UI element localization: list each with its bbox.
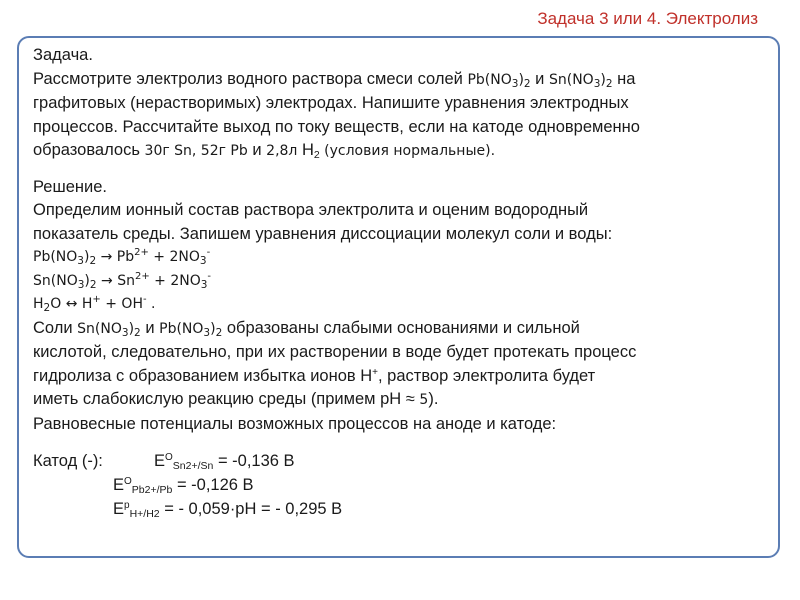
task-line-3: процессов. Рассчитайте выход по току веществ, если на катоде одновременно (33, 117, 640, 136)
content (33, 44, 773, 522)
task-line-1: Рассмотрите электролиз водного раствора смеси солей $Pb(NO_3)_2$ и $Sn(NO_3)_2$ на (33, 69, 636, 90)
slide-title: Задача 3 или 4. Электролиз (537, 9, 758, 28)
cathode-row-1 (33, 450, 773, 474)
solution-para-4: иметь слабокислую реакцию среды (примем рН ≈ 5). (33, 390, 439, 408)
solution-para-3: гидролиза с образованием избытка ионов Н+, раствор электролита будет (33, 366, 596, 385)
cathode-row-2 (33, 474, 773, 498)
task-line-2: графитовых (нерастворимых) электродах. Напишите уравнения электродных (33, 94, 629, 112)
equation-sn: $Sn(NO_3)_2 \to Sn^{2+} + 2NO_3^-$ (33, 270, 212, 291)
cathode-label: Катод (-): (33, 452, 103, 470)
task-line-4: образовалось 30г Sn, 52г Pb и 2,8л $H_2$ (условия нормальные). (33, 141, 496, 161)
task-heading: Задача. (33, 46, 93, 64)
cathode-row-3 (33, 498, 773, 522)
solution-line-2: показатель среды. Запишем уравнения диссоциации молекул соли и воды: (33, 224, 613, 243)
potential-h: $E^p_{H+/H2}$ = - 0,059·рН = - 0,295 В (113, 500, 343, 520)
solution-para-5: Равновесные потенциалы возможных процессов на аноде и катоде: (33, 414, 557, 433)
solution-para-1: Соли $Sn(NO_3)_2$ и $Pb(NO_3)_2$ образованы слабыми основаниями и сильной (33, 318, 580, 339)
equation-water: $H_2O$ ↔ H+ + OH- . (33, 294, 156, 314)
solution-para-2: кислотой, следовательно, при их растворении в воде будет протекать процесс (33, 343, 637, 361)
solution-line-1: Определим ионный состав раствора электролита и оценим водородный (33, 201, 589, 219)
solution-heading: Решение. (33, 177, 107, 196)
potential-sn: $E^O_{Sn2+/Sn} = -0,136$ В (154, 452, 295, 472)
equation-pb: $Pb(NO_3)_2 \to Pb^{2+} + 2NO_3^-$ (33, 247, 211, 267)
potential-pb: $E^O_{Pb2+/Pb} = -0,126$ В (113, 476, 254, 496)
